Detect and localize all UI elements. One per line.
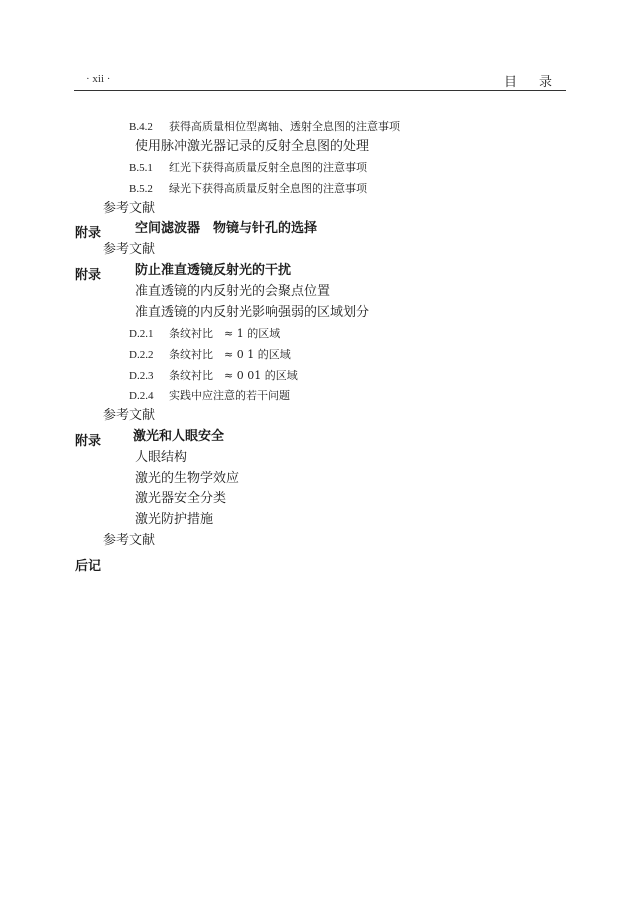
toc-entry-title: 激光防护措施 [135,512,214,527]
toc-entry-title: 条纹衬比 ≈ 1 的区域 [169,327,281,340]
toc-entry-references [103,409,155,422]
appendix-title: 空间滤波器 物镜与针孔的选择 [135,221,318,236]
toc-entry-number: D.2.4 [129,390,154,402]
toc-entry [129,390,290,402]
toc-entry-title: 人眼结构 [135,450,188,465]
toc-entry-title: 红光下获得高质量反射全息图的注意事项 [169,161,367,174]
page-header-number: · xii · [86,73,111,85]
toc-entry-references [103,243,155,256]
appendix-label: 附录 [75,268,102,283]
appendix-title: 激光和人眼安全 [133,429,225,444]
toc-entry [129,121,400,133]
toc-entry-title: 参考文献 [103,408,156,423]
toc-entry [129,328,280,340]
toc-entry [135,140,369,153]
toc-entry-title: 参考文献 [103,242,156,257]
toc-entry [129,162,367,174]
toc-entry-number: D.2.3 [129,370,154,382]
toc-entry-references [103,202,155,215]
page-header-title: 目录 [504,75,575,90]
toc-entry-title: 准直透镜的内反射光影响强弱的区域划分 [135,305,370,320]
toc-entry [135,285,330,298]
toc-entry-number: B.5.1 [129,162,153,174]
toc-entry-number: B.5.2 [129,183,153,195]
toc-entry [135,306,369,319]
toc-entry-number: D.2.2 [129,349,154,361]
toc-entry-number: D.2.1 [129,328,154,340]
toc-entry-references [103,534,155,547]
toc-entry [129,183,367,195]
toc-entry [135,472,239,485]
toc-entry-title: 准直透镜的内反射光的会聚点位置 [135,284,331,299]
toc-entry-title: 获得高质量相位型离轴、透射全息图的注意事项 [169,120,400,133]
toc-entry-title: 使用脉冲激光器记录的反射全息图的处理 [135,139,370,154]
appendix-title: 防止准直透镜反射光的干扰 [135,263,292,278]
toc-entry [129,370,298,382]
toc-entry-number: B.4.2 [129,121,153,133]
toc-entry-title: 激光器安全分类 [135,491,227,506]
header-rule [74,90,566,91]
toc-entry [135,451,187,464]
toc-entry-title: 条纹衬比 ≈ 0 01 的区域 [169,369,298,382]
toc-entry [135,492,226,505]
afterword-label: 后记 [75,559,102,574]
toc-entry [135,513,213,526]
toc-entry-title: 绿光下获得高质量反射全息图的注意事项 [169,182,367,195]
toc-entry-title: 激光的生物学效应 [135,471,240,486]
toc-entry-title: 参考文献 [103,533,156,548]
appendix-label: 附录 [75,226,102,241]
toc-entry-title: 实践中应注意的若干问题 [169,389,290,402]
toc-entry-title: 条纹衬比 ≈ 0 1 的区域 [169,348,291,361]
toc-entry-title: 参考文献 [103,201,156,216]
toc-entry [129,349,291,361]
appendix-label: 附录 [75,434,102,449]
